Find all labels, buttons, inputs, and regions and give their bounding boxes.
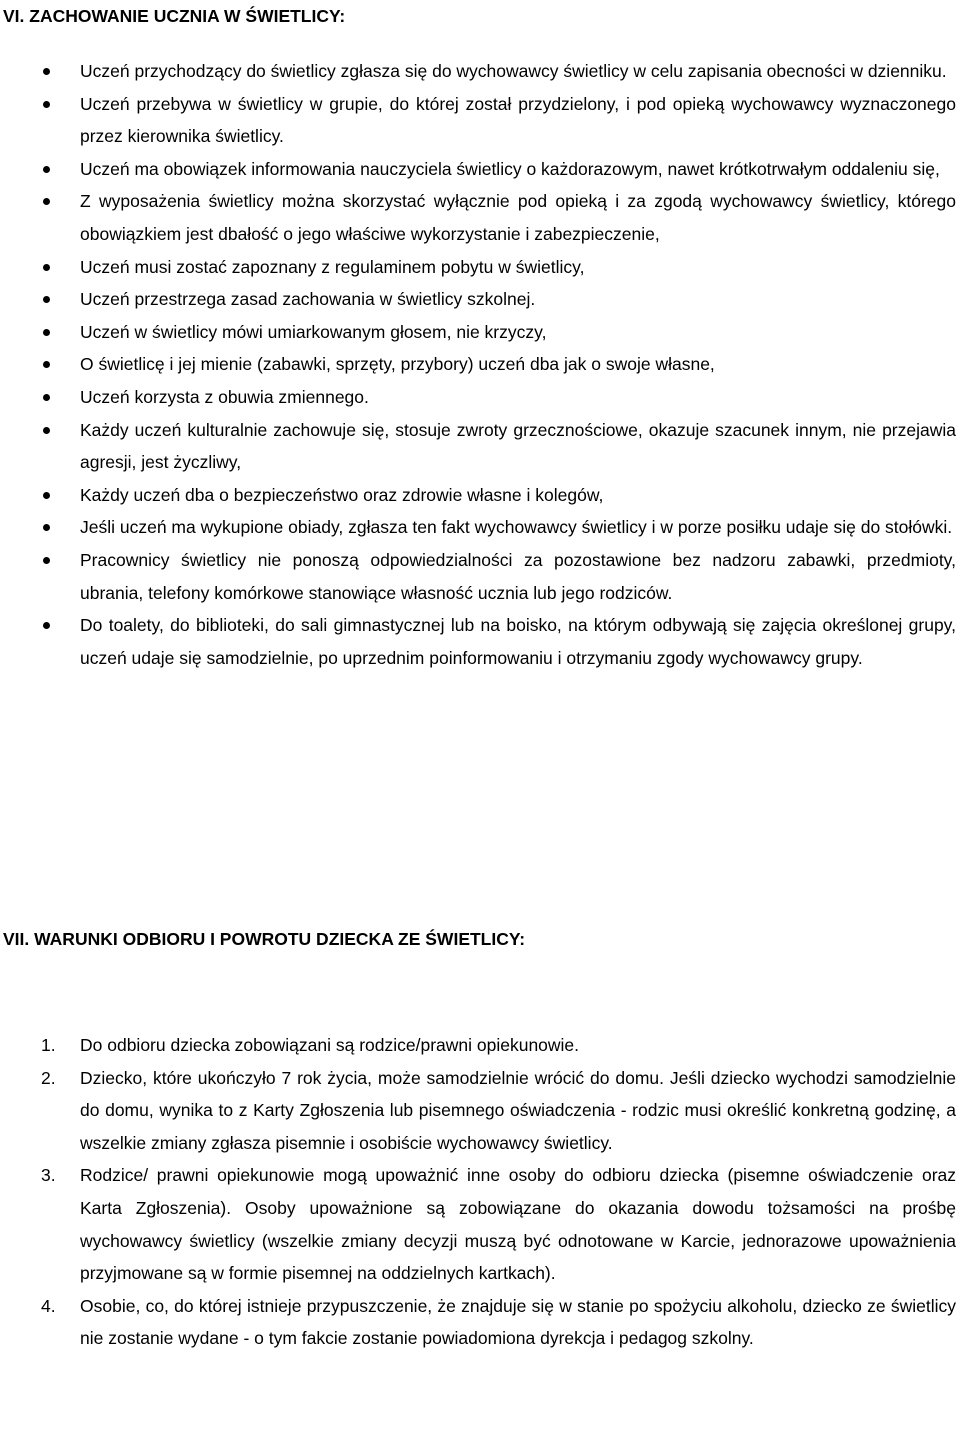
bullet-icon <box>43 622 50 629</box>
section-6-heading: VI. ZACHOWANIE UCZNIA W ŚWIETLICY: <box>3 6 346 26</box>
list-item-text: Uczeń ma obowiązek informowania nauczyciela świetlicy o każdorazowym, nawet krótkotrwałym oddaleniu się, <box>80 158 940 179</box>
list-item-text: Do odbioru dziecka zobowiązani są rodzice/prawni opiekunowie. <box>80 1035 580 1055</box>
bullet-icon <box>43 198 50 205</box>
list-item <box>0 511 960 544</box>
list-item <box>0 1029 960 1062</box>
list-item <box>0 1290 960 1355</box>
bullet-icon <box>43 329 50 336</box>
list-item <box>0 153 960 186</box>
list-item-text: Pracownicy świetlicy nie ponoszą odpowiedzialności za pozostawione bez nadzoru zabawki, przedmioty, ubrania, telefony komórkowe stanowiące własność ucznia lub jego rodziców. <box>80 549 956 603</box>
list-item-number: 4. <box>41 1295 56 1316</box>
list-item-text: Każdy uczeń dba o bezpieczeństwo oraz zdrowie własne i kolegów, <box>80 484 604 505</box>
list-item-text: Dziecko, które ukończyło 7 rok życia, może samodzielnie wrócić do domu. Jeśli dziecko wychodzi samodzielnie do domu, wynika to z Karty Zgłoszenia lub pisemnego oświadczenia - rodzic musi określić konkretną godzinę, a wszelkie zmiany zgłasza pisemnie i osobiście wychowawcy świetlicy. <box>80 1067 956 1153</box>
bullet-icon <box>43 68 50 75</box>
list-item-text: Uczeń przychodzący do świetlicy zgłasza się do wychowawcy świetlicy w celu zapisania obecności w dzienniku. <box>80 61 947 81</box>
list-item-text: Uczeń musi zostać zapoznany z regulaminem pobytu w świetlicy, <box>80 256 585 277</box>
list-item-text: Uczeń przestrzega zasad zachowania w świetlicy szkolnej. <box>80 289 536 310</box>
list-item-number: 3. <box>41 1165 56 1186</box>
bullet-icon <box>43 394 50 401</box>
list-item <box>0 185 960 250</box>
list-item-text: Uczeń korzysta z obuwia zmiennego. <box>80 386 369 407</box>
list-item <box>0 381 960 414</box>
list-item-text: Rodzice/ prawni opiekunowie mogą upoważnić inne osoby do odbioru dziecka (pisemne oświadczenie oraz Karta Zgłoszenia). Osoby upoważnione są zobowiązane do okazania dowodu tożsamości na prośbę wychowawcy świetlicy (wszelkie zmiany decyzji muszą być odnotowane w Karcie, jednorazowe upoważnienia przyjmowane są w formie pisemnej na oddzielnych kartkach). <box>80 1165 956 1284</box>
list-item <box>0 1062 960 1160</box>
list-item <box>0 251 960 284</box>
section-7-heading: VII. WARUNKI ODBIORU I POWROTU DZIECKA ZE ŚWIETLICY: <box>3 929 526 949</box>
list-item-number: 1. <box>41 1035 56 1055</box>
list-item-text: Osobie, co, do której istnieje przypuszczenie, że znajduje się w stanie po spożyciu alkoholu, dziecko ze świetlicy nie zostanie wydane - o tym fakcie zostanie powiadomiona dyrekcja i pedagog szkolny. <box>80 1295 956 1349</box>
list-item-text: Każdy uczeń kulturalnie zachowuje się, stosuje zwroty grzecznościowe, okazuje szacunek innym, nie przejawia agresji, jest życzliwy, <box>80 419 956 473</box>
bullet-icon <box>43 296 50 303</box>
list-item <box>0 283 960 316</box>
list-item <box>0 1159 960 1289</box>
list-item <box>0 316 960 349</box>
bullet-icon <box>43 557 50 564</box>
bullet-icon <box>43 492 50 499</box>
bullet-icon <box>43 264 50 271</box>
section-6-rules-list <box>0 55 960 674</box>
bullet-icon <box>43 101 50 108</box>
list-item <box>0 414 960 479</box>
list-item-text: Jeśli uczeń ma wykupione obiady, zgłasza ten fakt wychowawcy świetlicy i w porze posiłku udaje się do stołówki. <box>80 517 953 538</box>
section-7-conditions-list <box>0 1029 960 1355</box>
list-item-text: Uczeń w świetlicy mówi umiarkowanym głosem, nie krzyczy, <box>80 321 547 342</box>
list-item-number: 2. <box>41 1067 56 1088</box>
list-item <box>0 609 960 674</box>
bullet-icon <box>43 427 50 434</box>
bullet-icon <box>43 361 50 368</box>
list-item <box>0 544 960 609</box>
list-item-text: Uczeń przebywa w świetlicy w grupie, do której został przydzielony, i pod opieką wychowawcy wyznaczonego przez kierownika świetlicy. <box>80 93 956 147</box>
list-item <box>0 88 960 153</box>
list-item <box>0 479 960 512</box>
bullet-icon <box>43 524 50 531</box>
list-item-text: Z wyposażenia świetlicy można skorzystać wyłącznie pod opieką i za zgodą wychowawcy świetlicy, którego obowiązkiem jest dbałość o jego właściwe wykorzystanie i zabezpieczenie, <box>80 191 956 244</box>
bullet-icon <box>43 166 50 173</box>
list-item-text: O świetlicę i jej mienie (zabawki, sprzęty, przybory) uczeń dba jak o swoje własne, <box>80 354 715 375</box>
list-item <box>0 55 960 88</box>
list-item-text: Do toalety, do biblioteki, do sali gimnastycznej lub na boisko, na którym odbywają się zajęcia określonej grupy, uczeń udaje się samodzielnie, po uprzednim poinformowaniu i otrzymaniu zgody wychowawcy grupy. <box>80 615 956 668</box>
list-item <box>0 348 960 381</box>
